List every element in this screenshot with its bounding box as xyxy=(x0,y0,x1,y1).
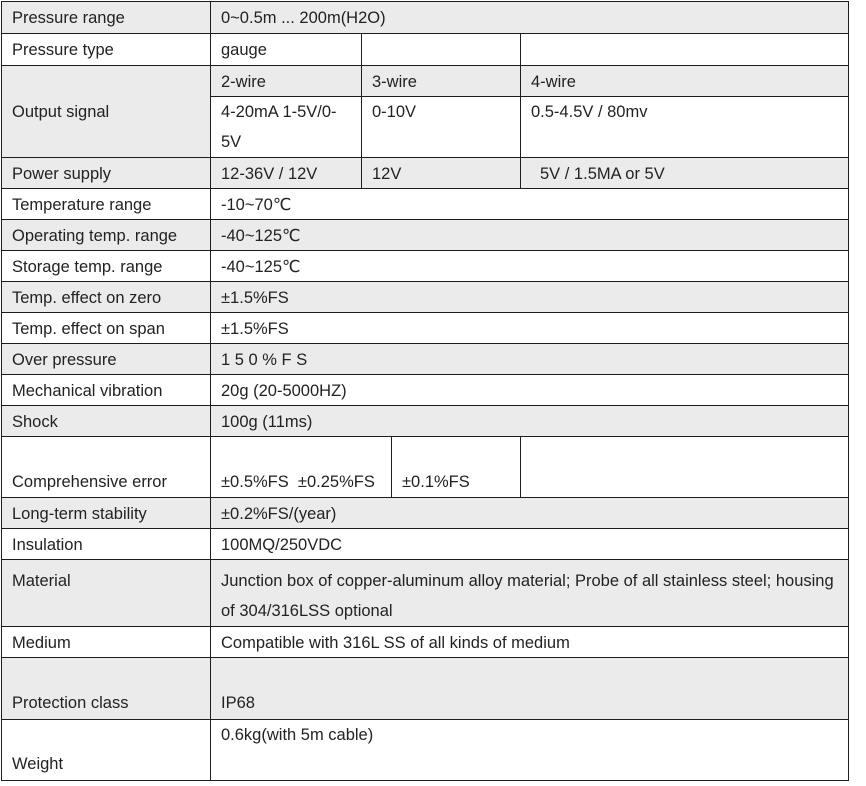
row-value: Junction box of copper-aluminum alloy material; Probe of all stainless steel; housing of 304/316LSS optional xyxy=(221,572,834,620)
row-divider xyxy=(1,250,849,251)
row-divider xyxy=(1,719,849,720)
power-supply-4-wire: 5V / 1.5MA or 5V xyxy=(540,164,665,183)
row-value: ±1.5%FS xyxy=(221,319,289,338)
row-label: Temperature range xyxy=(12,195,152,214)
row-label: Long-term stability xyxy=(12,504,147,523)
column-header-4-wire: 4-wire xyxy=(531,72,576,91)
row-label: Pressure type xyxy=(12,40,114,59)
sub-column-divider xyxy=(391,436,392,498)
row-value: ±1.5%FS xyxy=(221,288,289,307)
row-label: Power supply xyxy=(12,164,112,183)
row-value: -10~70℃ xyxy=(221,195,292,214)
row-divider xyxy=(1,657,849,658)
column-divider xyxy=(210,1,211,781)
comprehensive-error-value: ±0.1%FS xyxy=(402,473,470,491)
output-signal-4-wire: 0.5-4.5V / 80mv xyxy=(531,103,648,121)
column-header-3-wire: 3-wire xyxy=(372,72,417,91)
row-value: ±0.2%FS/(year) xyxy=(221,504,337,523)
sub-row-divider xyxy=(210,96,849,97)
table-border-right xyxy=(848,1,849,781)
row-label: Pressure range xyxy=(12,8,125,27)
row-value: gauge xyxy=(221,40,267,59)
row-divider xyxy=(1,626,849,627)
power-supply-3-wire: 12V xyxy=(372,164,402,183)
table-border-left xyxy=(1,1,2,781)
row-label: Protection class xyxy=(12,694,129,712)
row-value: -40~125℃ xyxy=(221,226,301,245)
table-border-bottom xyxy=(1,780,849,781)
sub-column-divider xyxy=(520,33,521,189)
row-label: Comprehensive error xyxy=(12,473,167,491)
row-divider xyxy=(1,343,849,344)
output-signal-3-wire: 0-10V xyxy=(372,103,417,121)
row-value: 0~0.5m ... 200m(H2O) xyxy=(221,8,386,27)
row-label: Medium xyxy=(12,633,71,652)
row-label: Material xyxy=(12,572,71,590)
row-divider xyxy=(1,219,849,220)
row-value: 100MQ/250VDC xyxy=(221,535,343,554)
power-supply-2-wire: 12-36V / 12V xyxy=(221,164,318,183)
row-label: Storage temp. range xyxy=(12,257,163,276)
row-divider xyxy=(1,157,849,158)
row-divider xyxy=(1,65,849,66)
row-value: -40~125℃ xyxy=(221,257,301,276)
row-label: Weight xyxy=(12,755,64,773)
table-border-top xyxy=(1,1,849,2)
sub-column-divider xyxy=(520,436,521,498)
row-divider xyxy=(1,281,849,282)
row-label: Shock xyxy=(12,412,58,431)
row-label: Temp. effect on zero xyxy=(12,288,162,307)
row-value: IP68 xyxy=(221,694,255,712)
row-value: 0.6kg(with 5m cable) xyxy=(221,726,374,744)
row-value: 1 5 0 % F S xyxy=(221,350,308,369)
row-label: Output signal xyxy=(12,102,110,121)
row-divider xyxy=(1,33,849,34)
row-label: Mechanical vibration xyxy=(12,381,163,400)
row-divider xyxy=(1,312,849,313)
row-divider xyxy=(1,436,849,437)
row-value: 100g (11ms) xyxy=(221,412,313,431)
row-divider xyxy=(1,497,849,498)
sub-column-divider xyxy=(361,33,362,189)
row-label: Temp. effect on span xyxy=(12,319,165,338)
row-divider xyxy=(1,374,849,375)
row-label: Operating temp. range xyxy=(12,226,178,245)
row-divider xyxy=(1,405,849,406)
row-divider xyxy=(1,559,849,560)
row-label: Over pressure xyxy=(12,350,117,369)
column-header-2-wire: 2-wire xyxy=(221,72,266,91)
row-value: 20g (20-5000HZ) xyxy=(221,381,347,400)
row-divider xyxy=(1,188,849,189)
comprehensive-error-value: ±0.5%FS ±0.25%FS xyxy=(221,473,375,491)
row-divider xyxy=(1,528,849,529)
row-value: Compatible with 316L SS of all kinds of medium xyxy=(221,633,570,652)
row-label: Insulation xyxy=(12,535,83,554)
output-signal-2-wire: 4-20mA 1-5V/0-5V xyxy=(221,103,337,151)
